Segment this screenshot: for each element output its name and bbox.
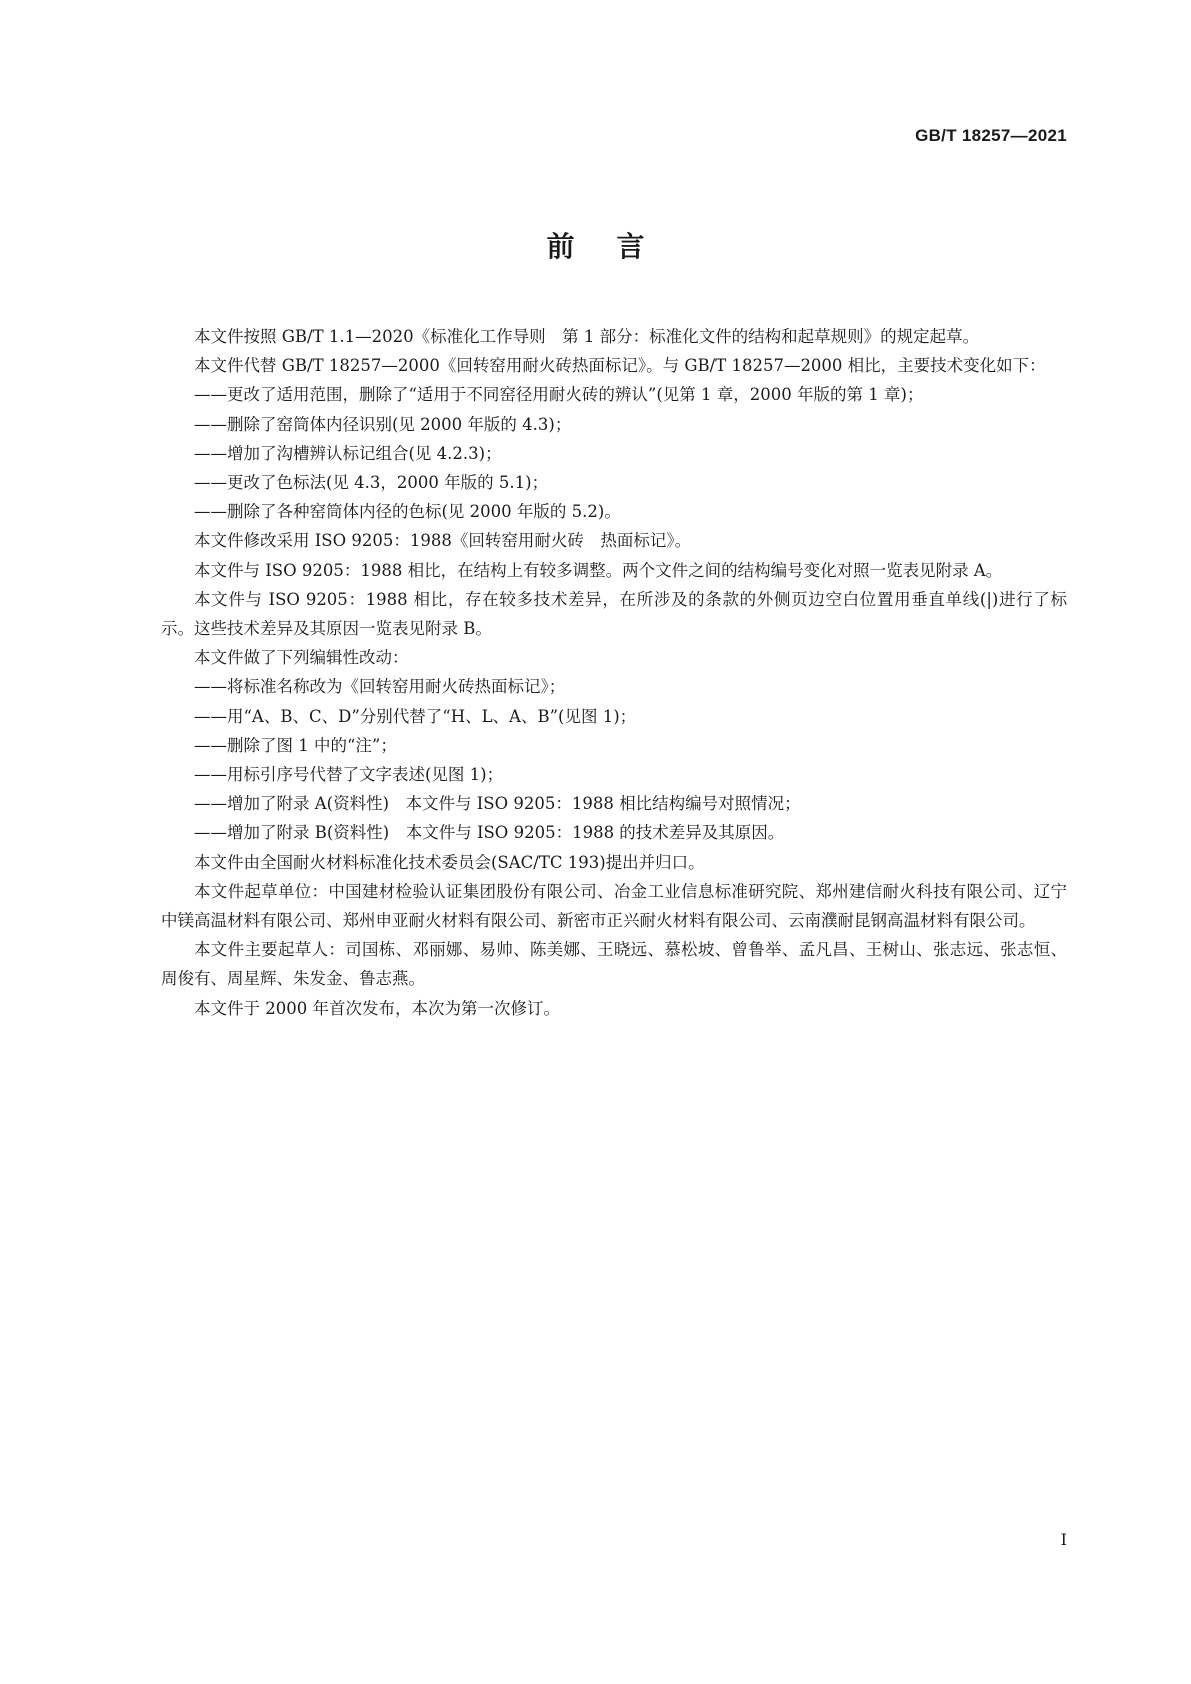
list-item: ——删除了各种窑筒体内径的色标(见 2000 年版的 5.2)。: [194, 502, 621, 522]
page-title: 前言: [546, 230, 687, 263]
list-item: ——增加了附录 B(资料性) 本文件与 ISO 9205：1988 的技术差异及其原因。: [194, 823, 785, 843]
paragraph: 本文件主要起草人：司国栋、邓丽娜、易帅、陈美娜、王晓远、慕松坡、曾鲁举、孟凡昌、王树山、张志远、张志恒、周俊有、周星辉、朱发金、鲁志燕。: [161, 940, 1067, 989]
list-item: ——删除了图 1 中的“注”；: [194, 735, 397, 755]
standard-code: GB/T 18257—2021: [915, 126, 1067, 145]
paragraph: 本文件修改采用 ISO 9205：1988《回转窑用耐火砖 热面标记》。: [194, 531, 692, 551]
list-item: ——增加了沟槽辨认标记组合(见 4.2.3)；: [194, 443, 502, 463]
paragraph: 本文件按照 GB/T 1.1—2020《标准化工作导则 第 1 部分：标准化文件的结构和起草规则》的规定起草。: [194, 327, 980, 346]
paragraph: 本文件于 2000 年首次发布，本次为第一次修订。: [194, 998, 560, 1018]
list-item: ——用标引序号代替了文字表述(见图 1)；: [194, 765, 504, 785]
paragraph: 本文件与 ISO 9205：1988 相比，在结构上有较多调整。两个文件之间的结构编号变化对照一览表见附录 A。: [194, 560, 1003, 580]
page-number: I: [1060, 1530, 1067, 1549]
list-item: ——将标准名称改为《回转窑用耐火砖热面标记》；: [194, 677, 566, 697]
list-item: ——增加了附录 A(资料性) 本文件与 ISO 9205：1988 相比结构编号对照情况；: [194, 794, 801, 814]
list-item: ——删除了窑筒体内径识别(见 2000 年版的 4.3)；: [194, 414, 572, 434]
list-item: ——用“A、B、C、D”分别代替了“H、L、A、B”(见图 1)；: [194, 706, 637, 726]
paragraph: 本文件起草单位：中国建材检验认证集团股份有限公司、冶金工业信息标准研究院、郑州建信耐火科技有限公司、辽宁中镁高温材料有限公司、郑州申亚耐火材料有限公司、新密市正兴耐火材料有限公司、云南濮耐昆钢高温材料有限公司。: [161, 881, 1067, 931]
list-item: ——更改了色标法(见 4.3，2000 年版的 5.1)；: [194, 473, 549, 493]
list-item: ——更改了适用范围，删除了“适用于不同窑径用耐火砖的辨认”(见第 1 章，2000 年版的第 1 章)；: [194, 385, 924, 405]
paragraph: 本文件代替 GB/T 18257—2000《回转窑用耐火砖热面标记》。与 GB/T 18257—2000 相比，主要技术变化如下：: [194, 356, 1046, 376]
foreword-body: [161, 322, 1067, 1023]
paragraph: 本文件与 ISO 9205：1988 相比，存在较多技术差异，在所涉及的条款的外侧页边空白位置用垂直单线(|)进行了标示。这些技术差异及其原因一览表见附录 B。: [161, 589, 1067, 639]
paragraph: 本文件做了下列编辑性改动：: [194, 648, 409, 668]
paragraph: 本文件由全国耐火材料标准化技术委员会(SAC/TC 193)提出并归口。: [194, 852, 705, 872]
